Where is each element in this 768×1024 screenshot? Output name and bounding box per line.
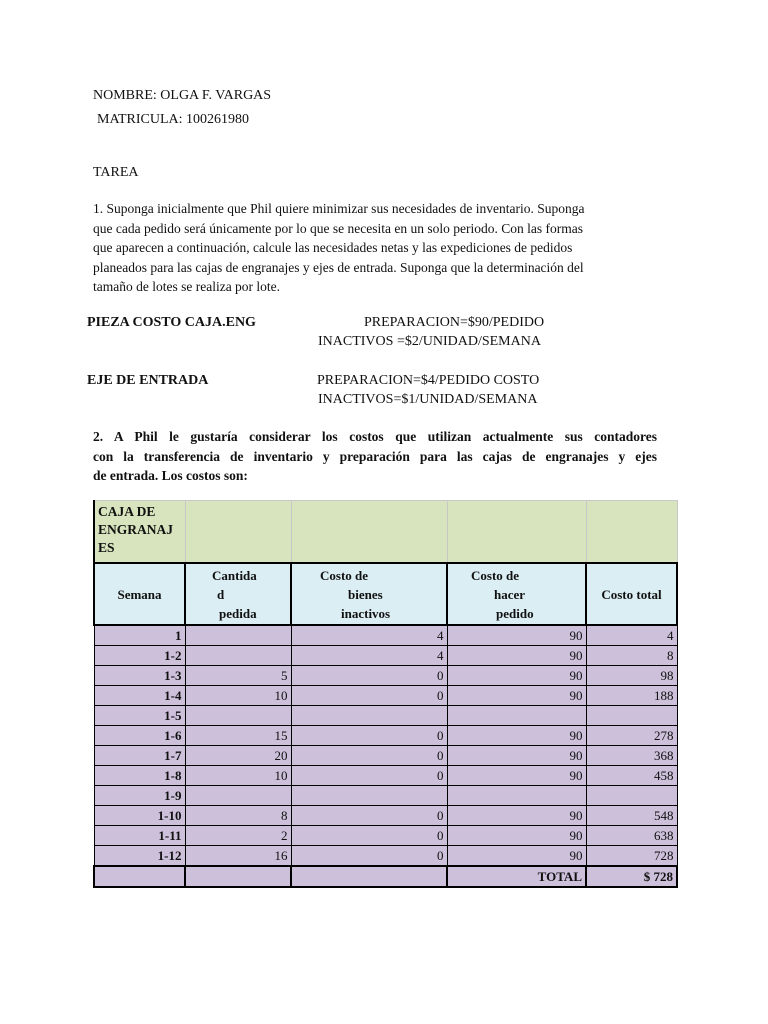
table-title-blank — [586, 501, 677, 564]
cell-cantidad: 15 — [185, 726, 291, 746]
cell-total: 98 — [586, 666, 677, 686]
header-bienes-line: Costo de — [320, 567, 369, 583]
cell-bienes: 4 — [291, 646, 447, 666]
table-title-line: ENGRANAJ — [98, 522, 174, 537]
table-row — [94, 666, 677, 686]
eje-label: EJE DE ENTRADA — [87, 373, 209, 388]
cell-total: 278 — [586, 726, 677, 746]
table-title-blank — [447, 501, 586, 564]
pieza-label: PIEZA COSTO CAJA.ENG — [87, 315, 256, 330]
cell-total: 4 — [586, 625, 677, 646]
cell-pedido: 90 — [447, 746, 586, 766]
cell-semana: 1-2 — [94, 646, 185, 666]
cell-pedido — [447, 706, 586, 726]
question-1-line: tamaño de lotes se realiza por lote. — [93, 279, 281, 294]
cell-cantidad: 5 — [185, 666, 291, 686]
cell-cantidad — [185, 706, 291, 726]
header-cantidad-line: d — [217, 586, 225, 602]
cell-bienes: 0 — [291, 806, 447, 826]
cell-semana: 1-3 — [94, 666, 185, 686]
table-title-line: ES — [98, 540, 115, 555]
table-row — [94, 806, 677, 826]
header-bienes-line: bienes — [348, 586, 383, 602]
table-row — [94, 726, 677, 746]
cell-semana: 1-11 — [94, 826, 185, 846]
question-1 — [93, 199, 663, 297]
total-blank — [185, 866, 291, 887]
question-1-line: planeados para las cajas de engranajes y ejes de entrada. Suponga que la determinación del — [93, 259, 584, 275]
assignment-title: TAREA — [93, 165, 139, 180]
cell-total — [586, 786, 677, 806]
cell-bienes: 0 — [291, 766, 447, 786]
header-pedido-line: Costo de — [471, 567, 520, 583]
cell-cantidad — [185, 786, 291, 806]
header-bienes — [291, 563, 447, 625]
cell-cantidad — [185, 646, 291, 666]
cell-pedido: 90 — [447, 666, 586, 686]
cell-cantidad: 2 — [185, 826, 291, 846]
table-row — [94, 766, 677, 786]
question-2 — [93, 427, 657, 486]
cell-bienes: 0 — [291, 826, 447, 846]
total-blank — [94, 866, 185, 887]
cell-bienes — [291, 786, 447, 806]
cell-total — [586, 706, 677, 726]
header-cantidad-line: Cantida — [212, 567, 257, 583]
cell-semana: 1-12 — [94, 846, 185, 867]
cell-total: 368 — [586, 746, 677, 766]
header-total: Costo total — [586, 563, 677, 625]
cell-bienes: 0 — [291, 726, 447, 746]
pieza-preparacion — [364, 315, 544, 331]
cell-cantidad — [185, 625, 291, 646]
cell-total: 8 — [586, 646, 677, 666]
cell-semana: 1-6 — [94, 726, 185, 746]
question-2-line: 2. A Phil le gustaría considerar los costos que utilizan actualmente sus contadores — [93, 429, 657, 444]
cell-cantidad: 16 — [185, 846, 291, 867]
eje-preparacion: PREPARACION=$4/PEDIDO COSTO — [317, 373, 540, 388]
header-pedido-line: pedido — [496, 605, 534, 621]
cell-bienes: 0 — [291, 666, 447, 686]
header-semana: Semana — [94, 563, 185, 625]
student-id: MATRICULA: 100261980 — [97, 112, 250, 127]
cell-pedido: 90 — [447, 686, 586, 706]
header-pedido — [447, 563, 586, 625]
table-total-row — [94, 866, 677, 887]
cell-semana: 1-7 — [94, 746, 185, 766]
cell-semana: 1-10 — [94, 806, 185, 826]
table-title-blank — [185, 501, 291, 564]
question-2-line: de entrada. Los costos son: — [93, 468, 248, 483]
cell-bienes: 0 — [291, 846, 447, 867]
cell-cantidad: 10 — [185, 766, 291, 786]
total-value: $ 728 — [586, 866, 677, 887]
table-row — [94, 826, 677, 846]
table-row — [94, 686, 677, 706]
cell-pedido: 90 — [447, 846, 586, 867]
table-title-line: CAJA DE — [98, 504, 156, 519]
cell-total: 188 — [586, 686, 677, 706]
question-2-line: con la transferencia de inventario y preparación para las cajas de engranajes y ejes — [93, 448, 657, 464]
cell-pedido: 90 — [447, 646, 586, 666]
header-pedido-line: hacer — [494, 586, 526, 602]
table-row — [94, 646, 677, 666]
pieza-inactivos: INACTIVOS =$2/UNIDAD/SEMANA — [318, 334, 541, 349]
cell-cantidad: 8 — [185, 806, 291, 826]
table-title — [94, 501, 185, 564]
cell-semana: 1-9 — [94, 786, 185, 806]
cell-total: 728 — [586, 846, 677, 867]
table-row — [94, 746, 677, 766]
cell-pedido: 90 — [447, 826, 586, 846]
cell-bienes — [291, 706, 447, 726]
cost-table — [93, 500, 678, 888]
table-row — [94, 786, 677, 806]
total-label: TOTAL — [447, 866, 586, 887]
cell-cantidad: 20 — [185, 746, 291, 766]
question-1-line: que cada pedido será únicamente por lo que se necesita en un solo periodo. Con las formas — [93, 220, 583, 236]
student-name: NOMBRE: OLGA F. VARGAS — [93, 88, 272, 103]
pieza-preparacion-text: PREPARACION=$90/PEDIDO — [364, 315, 545, 330]
table-row — [94, 846, 677, 867]
cell-semana: 1-5 — [94, 706, 185, 726]
cell-semana: 1 — [94, 625, 185, 646]
cell-pedido: 90 — [447, 726, 586, 746]
cell-pedido: 90 — [447, 766, 586, 786]
header-cantidad-line: pedida — [219, 605, 257, 621]
table-row — [94, 625, 677, 646]
cell-bienes: 0 — [291, 686, 447, 706]
cell-pedido: 90 — [447, 625, 586, 646]
table-row — [94, 706, 677, 726]
question-1-line: que aparecen a continuación, calcule las necesidades netas y las expediciones de pedidos — [93, 240, 573, 255]
header-bienes-line: inactivos — [341, 605, 391, 621]
header-cantidad — [185, 563, 291, 625]
cell-total: 548 — [586, 806, 677, 826]
cell-bienes: 0 — [291, 746, 447, 766]
table-title-row — [94, 501, 677, 564]
cell-cantidad: 10 — [185, 686, 291, 706]
total-blank — [291, 866, 447, 887]
eje-inactivos: INACTIVOS=$1/UNIDAD/SEMANA — [318, 392, 538, 407]
question-1-line: 1. Suponga inicialmente que Phil quiere minimizar sus necesidades de inventario. Suponga — [93, 201, 585, 216]
cell-semana: 1-8 — [94, 766, 185, 786]
cell-total: 458 — [586, 766, 677, 786]
cell-pedido: 90 — [447, 806, 586, 826]
cell-semana: 1-4 — [94, 686, 185, 706]
cell-total: 638 — [586, 826, 677, 846]
cell-bienes: 4 — [291, 625, 447, 646]
table-title-blank — [291, 501, 447, 564]
cell-pedido — [447, 786, 586, 806]
table-header-row — [94, 563, 677, 625]
